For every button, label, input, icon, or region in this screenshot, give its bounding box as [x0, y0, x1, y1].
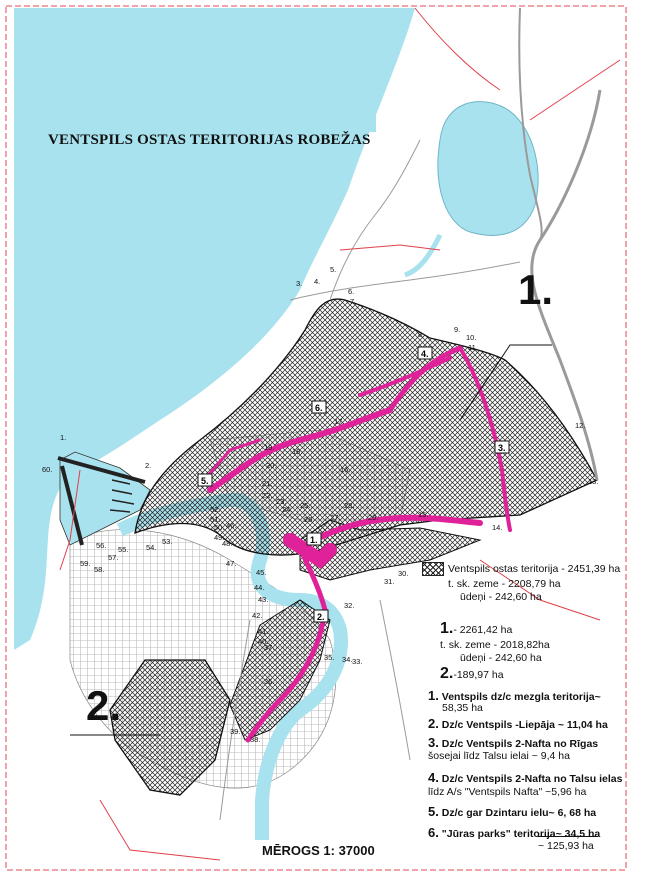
box-label — [198, 474, 212, 486]
zone-2-label: 2. — [86, 682, 122, 729]
point-label: 12. — [575, 421, 586, 430]
svg-text:3.: 3. — [498, 443, 506, 453]
legend-item-3b: šosejai līdz Talsu ielai ~ 9,4 ha — [428, 750, 570, 762]
point-label: 4. — [314, 277, 321, 286]
point-label: 1. — [60, 433, 67, 442]
lake-channel — [405, 235, 440, 275]
zone-1-label: 1. — [518, 266, 554, 313]
point-label: 47. — [226, 559, 237, 568]
point-label: 30. — [398, 569, 409, 578]
point-label: 22. — [262, 491, 273, 500]
point-label: 31. — [384, 577, 395, 586]
legend-item-4b: līdz A/s "Ventspils Nafta" ~5,96 ha — [428, 786, 587, 798]
point-label: 27. — [330, 513, 341, 522]
legend-z1-area: - 2261,42 ha — [453, 624, 513, 636]
point-label: 20. — [266, 461, 277, 470]
box-label — [314, 610, 328, 622]
point-label: 35. — [324, 653, 335, 662]
map-title: VENTSPILS OSTAS TERITORIJAS ROBEŽAS — [48, 132, 371, 148]
point-label: 2. — [145, 461, 152, 470]
legend-total-water: ūdeņi - 242,60 ha — [460, 591, 542, 603]
point-label: 18. — [292, 447, 303, 456]
point-label: 42. — [252, 611, 263, 620]
svg-text:5.: 5. — [201, 476, 209, 486]
point-label: 13. — [588, 477, 599, 486]
box-label — [312, 401, 326, 413]
point-label: 52. — [210, 505, 221, 514]
point-label: 7. — [350, 297, 357, 306]
box-label — [307, 533, 321, 545]
point-label: 23. — [276, 497, 287, 506]
point-label: 60. — [42, 465, 53, 474]
point-label: 51. — [210, 515, 221, 524]
point-label: 36. — [264, 677, 275, 686]
box-label — [495, 441, 509, 453]
point-label: 41. — [258, 627, 269, 636]
map-scale: MĒROGS 1: 37000 — [262, 843, 375, 858]
legend-item-4: 4. Dz/c Ventspils 2-Nafta no Talsu ielas — [428, 770, 623, 785]
legend-z2-area: -189,97 ha — [453, 669, 504, 681]
point-label: 50. — [214, 523, 225, 532]
point-label: 33. — [352, 657, 363, 666]
point-label: 57. — [108, 553, 119, 562]
point-label: 32. — [344, 601, 355, 610]
sum-underline — [538, 836, 598, 837]
legend-sum: ~ 125,93 ha — [538, 840, 594, 852]
point-label: 40. — [258, 637, 269, 646]
svg-text:1.: 1. — [310, 535, 318, 545]
legend-z2 — [440, 664, 504, 683]
legend-item-5: 5. Dz/c gar Dzintaru ielu~ 6, 68 ha — [428, 804, 597, 819]
point-label: 9. — [454, 325, 461, 334]
point-label: 56. — [96, 541, 107, 550]
point-label: 49. — [214, 533, 225, 542]
point-label: 45. — [256, 568, 267, 577]
svg-text:6.: 6. — [315, 403, 323, 413]
point-label: 59. — [80, 559, 91, 568]
legend-total: Ventspils ostas teritorija - 2451,39 ha — [448, 563, 621, 575]
legend-item-2: 2. Dz/c Ventspils -Liepāja ~ 11,04 ha — [428, 716, 608, 731]
point-label: 24. — [282, 505, 293, 514]
legend-item-1b: 58,35 ha — [442, 702, 483, 714]
point-label: 46. — [226, 521, 237, 530]
point-label: 11. — [468, 343, 478, 352]
point-label: 39. — [230, 727, 241, 736]
point-label: 34. — [342, 655, 353, 664]
svg-text:4.: 4. — [421, 349, 429, 359]
point-label: 43. — [258, 595, 269, 604]
legend-z2-num: 2. — [440, 665, 454, 682]
point-label: 28. — [344, 501, 355, 510]
point-label: 53. — [162, 537, 173, 546]
point-label: 48. — [222, 539, 233, 548]
point-label: 25. — [300, 501, 311, 510]
point-label: 6. — [348, 287, 355, 296]
point-label: 3. — [296, 279, 303, 288]
legend-swatch — [422, 562, 444, 576]
legend-total-land: t. sk. zeme - 2208,79 ha — [448, 578, 561, 590]
point-label: 38. — [250, 735, 261, 744]
point-label: 5. — [330, 265, 337, 274]
legend-z1-land: t. sk. zeme - 2018,82ha — [440, 639, 550, 651]
svg-text:2.: 2. — [317, 612, 325, 622]
point-label: 26. — [304, 515, 315, 524]
legend-z1 — [440, 619, 512, 638]
legend-item-3: 3. Dz/c Ventspils 2-Nafta no Rīgas — [428, 735, 599, 750]
point-label: 8. — [418, 330, 425, 339]
point-label: 29. — [368, 513, 379, 522]
point-label: 54. — [146, 543, 157, 552]
point-label: 58. — [94, 565, 105, 574]
point-label: 16. — [340, 465, 351, 474]
legend-z1-water: ūdeņi - 242,60 ha — [460, 652, 542, 664]
point-label: 15. — [418, 510, 429, 519]
pond — [368, 110, 376, 132]
box-label — [418, 347, 432, 359]
legend-item-1: 1. Ventspils dz/c mezgla teritorija~ — [428, 688, 601, 703]
legend-item-6: 6. "Jūras parks" teritorija~ 34,5 ha — [428, 825, 601, 840]
point-label: 21. — [262, 479, 273, 488]
point-label: 14. — [492, 523, 503, 532]
legend-z1-num: 1. — [440, 620, 454, 637]
point-label: 17. — [334, 417, 345, 426]
point-label: 19. — [264, 443, 275, 452]
point-label: 55. — [118, 545, 129, 554]
point-label: 37. — [264, 643, 275, 652]
point-label: 10. — [466, 333, 477, 342]
point-label: 44. — [254, 583, 265, 592]
